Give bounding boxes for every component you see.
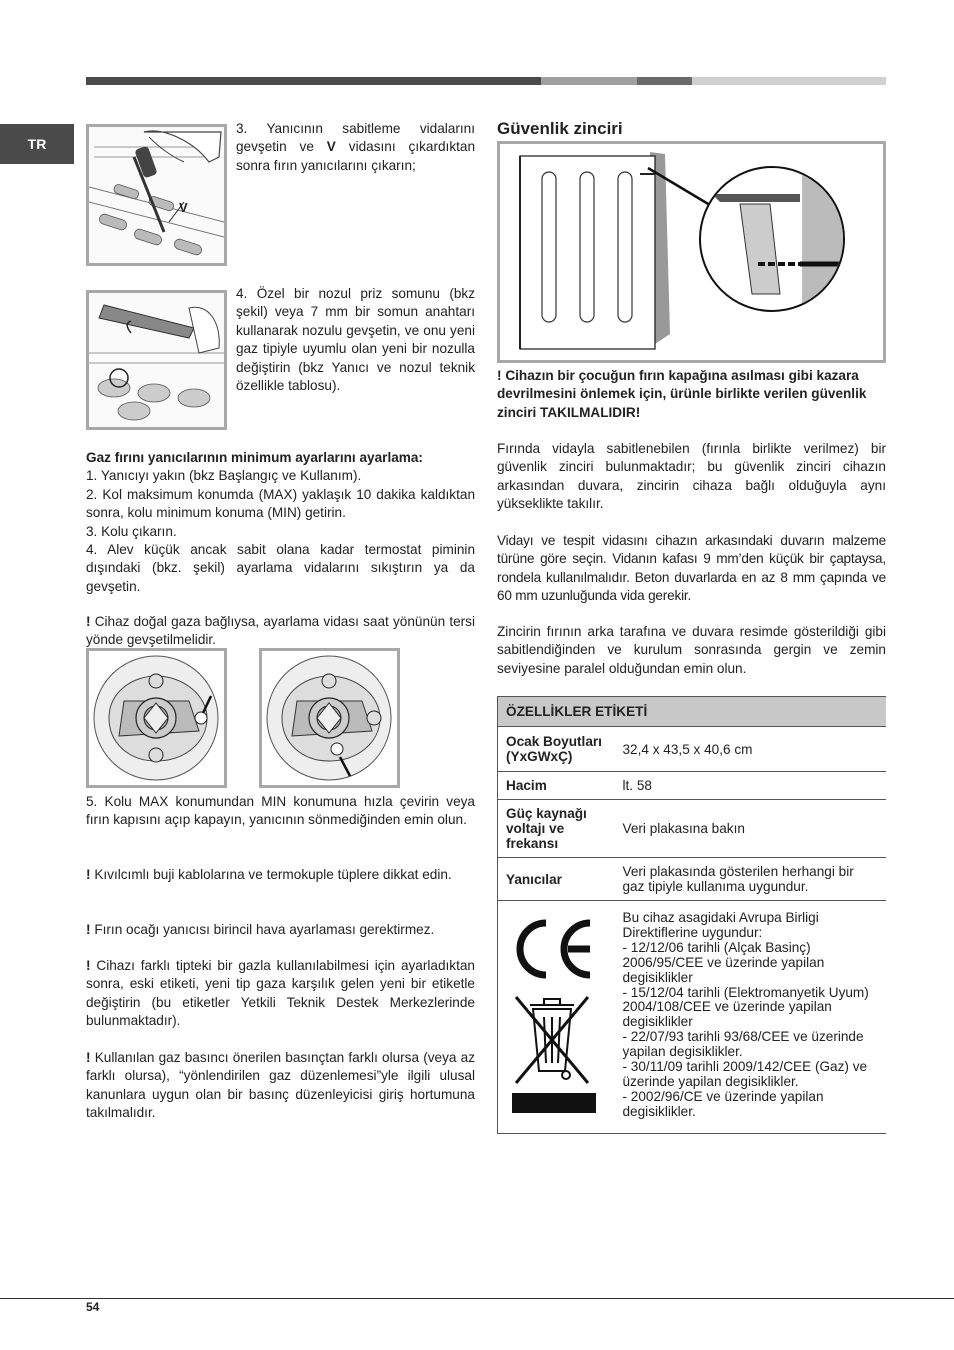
safety-chain-para3: Zincirin fırının arka tarafına ve duvara resimde gösterildiği gibi sabitlendiğinden ve kurulum sonrasında gergin ve zemin seviyesine paralel olduğundan emin olun.: [497, 624, 886, 676]
weee-bar-icon: [512, 1093, 596, 1113]
spec-table-header: ÖZELLİKLER ETİKETİ: [498, 697, 887, 727]
safety-chain-warning: ! Cihazın bir çocuğun fırın kapağına asılması gibi kazara devrilmesini önlemek için, ürünle birlikte verilen güvenlik zinciri TAKILMALIDIR!: [497, 368, 867, 420]
note-spark-cables: ! Kıvılcımlı buji kablolarına ve termokuple tüplere dikkat edin.: [86, 867, 452, 882]
figure-v-label: V: [179, 200, 188, 215]
page-number: 54: [86, 1300, 100, 1314]
table-row: [498, 772, 887, 800]
safety-chain-illustration: [500, 144, 883, 360]
spec-table-header-row: [498, 697, 887, 727]
header-bar-segment-mid: [541, 77, 637, 85]
header-bar-segment-darkmid: [637, 77, 692, 85]
figure-valve-adjust-2: [259, 648, 400, 788]
table-row: [498, 727, 887, 772]
spec-label: Ocak Boyutları (YxGWxÇ): [498, 727, 615, 772]
header-bar-segment-dark: [86, 77, 541, 85]
min-adjust-title: Gaz fırını yanıcılarının minimum ayarlarını ayarlama:: [86, 450, 423, 465]
note-natural-gas: ! Cihaz doğal gaza bağlıysa, ayarlama vidası saat yönünün tersi yönde gevşetilmelidir.: [86, 614, 475, 648]
footer-line: [0, 1298, 954, 1299]
spec-label: Güç kaynağı voltajı ve frekansı: [498, 800, 615, 858]
note-gas-pressure: ! Kullanılan gaz basıncı önerilen basınçtan farklı olursa (veya az farklı olursa), “yönlendirilen gaz düzenlemesi”yle ilgili ulusal kanunlara uygun olan bir basınç düzenleyicisi giriş hortumuna takılmalıdır.: [86, 1050, 476, 1121]
exclamation-mark: !: [497, 368, 502, 383]
min-adjust-item: 3. Kolu çıkarın.: [86, 523, 177, 539]
exclamation-mark: !: [635, 404, 641, 420]
table-row-directives: [498, 901, 887, 1134]
figure-burner-removal: [86, 124, 227, 266]
safety-chain-title: Güvenlik zinciri: [497, 119, 623, 138]
language-tab: TR: [0, 124, 74, 164]
valve-adjust-illustration-2: [262, 651, 397, 785]
note-primary-air: ! Fırın ocağı yanıcısı birincil hava ayarlaması gerektirmez.: [86, 922, 435, 937]
burner-removal-illustration: [89, 127, 224, 263]
min-adjust-item: 4. Alev küçük ancak sabit olana kadar termostat piminin dışındaki (bkz. şekil) ayarlama vidalarını sıkıştırın ya da gevşetin.: [86, 542, 475, 594]
weee-bin-icon: [516, 997, 588, 1083]
exclamation-mark: !: [86, 922, 91, 937]
ce-and-weee-marks: [506, 913, 598, 1113]
nozzle-wrench-illustration: [89, 293, 224, 427]
spec-table: [497, 696, 886, 1134]
min-adjust-section: [86, 449, 475, 596]
table-row: [498, 858, 887, 901]
safety-chain-para2: Vidayı ve tespit vidasını cihazın arkasındaki duvarın malzeme türüne göre seçin. Vidanın kafası 9 mm’den küçük bir çaptaysa, rondela kullanılmalıdır. Beton duvarlarda en az 8 mm çapında ve 60 mm uzunluğunda vida gerekir.: [497, 533, 886, 604]
table-row: [498, 800, 887, 858]
figure-safety-chain: [497, 141, 886, 363]
exclamation-mark: !: [86, 1050, 91, 1065]
step3-text: 3. Yanıcının sabitleme vidalarını gevşetin ve V vidasını çıkardıktan sonra fırın yanıcılarını çıkarın;: [236, 121, 476, 173]
spec-value: Veri plakasında gösterilen herhangi bir gaz tipiyle kullanıma uygundur.: [615, 858, 887, 901]
ce-mark-icon: [520, 923, 590, 975]
spec-label: Hacim: [498, 772, 615, 800]
valve-adjust-illustration-1: [89, 651, 224, 785]
step5-text: 5. Kolu MAX konumundan MIN konumuna hızla çevirin veya fırın kapısını açıp kapayın, yanıcının sönmediğinden emin olun.: [86, 794, 475, 828]
v-letter: V: [326, 139, 336, 155]
exclamation-mark: !: [86, 614, 91, 629]
exclamation-mark: !: [86, 958, 91, 973]
safety-chain-para1: Fırında vidayla sabitlenebilen (fırınla birlikte verilmez) bir güvenlik zinciri bulunmaktadır; bu güvenlik zinciri cihazın arkasından duvara, zincirin cihaza bağlı olduğuyla aynı yükseklikte takılır.: [497, 441, 886, 512]
figure-valve-adjust-1: [86, 648, 227, 788]
note-gas-label: ! Cihazı farklı tipteki bir gazla kullanılabilmesi için ayarladıktan sonra, eski etiketi, yeni tip gaza karşılık gelen yeni bir etiketle değiştirin (bu etiketler Yetkili Teknik Destek Merkezlerinde bulunmaktadır).: [86, 958, 475, 1029]
spec-label: Yanıcılar: [498, 858, 615, 901]
directives-list: Bu cihaz asagidaki Avrupa Birligi Direktiflerine uygundur: - 12/12/06 tarihli (Alçak Basinç) 2006/95/CEE ve üzerinde yapilan degisiklikler - 15/12/04 tarihli (Elektromanyetik Uyum) 2004/108/CEE ve üzerinde yapilan degisiklikler - 22/07/93 tarihli 93/68/CEE ve üzerinde yapilan degisiklikler. - 30/11/09 tarihli 2009/142/CEE (Gaz) ve üzerinde yapilan degisiklikler. - 2002/96/CE ve üzerinde yapilan degisiklikler.: [615, 901, 887, 1134]
figure-nozzle-wrench: [86, 290, 227, 430]
spec-value: 32,4 x 43,5 x 40,6 cm: [615, 727, 887, 772]
step4-text: 4. Özel bir nozul priz somunu (bkz şekil) veya 7 mm bir somun anahtarı kullanarak nozulu gevşetin, ve onu yeni gaz tipiyle uyumlu olan yeni bir nozulla değiştirin (bkz Yanıcı ve nozul teknik özellikle tablosu).: [236, 286, 475, 394]
min-adjust-item: 2. Kol maksimum konumda (MAX) yaklaşık 10 dakika kaldıktan sonra, kolu minimum konuma (MIN) getirin.: [86, 486, 475, 521]
spec-value: Veri plakasına bakın: [615, 800, 887, 858]
spec-value: lt. 58: [615, 772, 887, 800]
exclamation-mark: !: [86, 867, 91, 882]
header-bar-segment-light: [692, 77, 886, 85]
header-bar: [86, 77, 886, 85]
min-adjust-item: 1. Yanıcıyı yakın (bkz Başlangıç ve Kullanım).: [86, 468, 362, 484]
compliance-marks: [498, 901, 615, 1134]
